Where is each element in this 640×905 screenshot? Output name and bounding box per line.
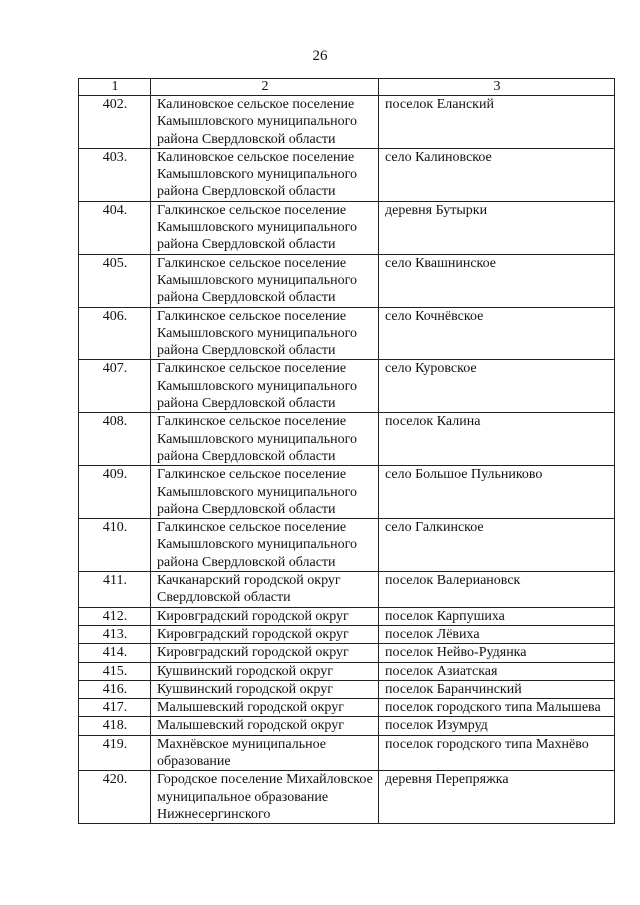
table-row xyxy=(79,201,615,254)
settlement-name: Калиновское сельское поселение Камышловского муниципального района Свердловской области xyxy=(151,96,379,149)
locality-name: поселок Карпушиха xyxy=(379,607,615,625)
locality-name: село Куровское xyxy=(379,360,615,413)
settlement-name: Качканарский городской округ Свердловской области xyxy=(151,572,379,608)
table-row xyxy=(79,572,615,608)
table-row xyxy=(79,771,615,824)
row-number: 411. xyxy=(79,572,151,608)
settlement-name: Галкинское сельское поселение Камышловского муниципального района Свердловской области xyxy=(151,201,379,254)
settlement-name: Кушвинский городской округ xyxy=(151,680,379,698)
table-row xyxy=(79,413,615,466)
row-number: 409. xyxy=(79,466,151,519)
locality-name: поселок городского типа Махнёво xyxy=(379,735,615,771)
settlement-name: Малышевский городской округ xyxy=(151,717,379,735)
locality-name: поселок Баранчинский xyxy=(379,680,615,698)
table-row xyxy=(79,644,615,662)
settlement-name: Кировградский городской округ xyxy=(151,607,379,625)
row-number: 403. xyxy=(79,148,151,201)
table-row xyxy=(79,254,615,307)
locality-name: поселок Валериановск xyxy=(379,572,615,608)
locality-name: деревня Перепряжка xyxy=(379,771,615,824)
row-number: 417. xyxy=(79,699,151,717)
table-row xyxy=(79,717,615,735)
locality-name: село Галкинское xyxy=(379,519,615,572)
locality-name: поселок Лёвиха xyxy=(379,625,615,643)
row-number: 419. xyxy=(79,735,151,771)
settlement-name: Кировградский городской округ xyxy=(151,625,379,643)
row-number: 406. xyxy=(79,307,151,360)
settlement-name: Галкинское сельское поселение Камышловского муниципального района Свердловской области xyxy=(151,360,379,413)
table-row xyxy=(79,735,615,771)
settlement-name: Галкинское сельское поселение Камышловского муниципального района Свердловской области xyxy=(151,307,379,360)
column-header-settlement: 2 xyxy=(151,79,379,96)
settlements-table xyxy=(78,78,615,824)
row-number: 415. xyxy=(79,662,151,680)
settlement-name: Городское поселение Михайловское муниципальное образование Нижнесергинского xyxy=(151,771,379,824)
column-header-number: 1 xyxy=(79,79,151,96)
settlement-name: Кировградский городской округ xyxy=(151,644,379,662)
row-number: 404. xyxy=(79,201,151,254)
row-number: 412. xyxy=(79,607,151,625)
settlement-name: Галкинское сельское поселение Камышловского муниципального района Свердловской области xyxy=(151,413,379,466)
locality-name: село Кочнёвское xyxy=(379,307,615,360)
table-row xyxy=(79,699,615,717)
table-row xyxy=(79,519,615,572)
table-row xyxy=(79,360,615,413)
locality-name: село Калиновское xyxy=(379,148,615,201)
row-number: 405. xyxy=(79,254,151,307)
row-number: 402. xyxy=(79,96,151,149)
column-header-locality: 3 xyxy=(379,79,615,96)
page-number: 26 xyxy=(312,48,328,64)
table-row xyxy=(79,607,615,625)
row-number: 418. xyxy=(79,717,151,735)
table-row xyxy=(79,662,615,680)
settlement-name: Калиновское сельское поселение Камышловского муниципального района Свердловской области xyxy=(151,148,379,201)
row-number: 407. xyxy=(79,360,151,413)
settlement-name: Кушвинский городской округ xyxy=(151,662,379,680)
locality-name: поселок Нейво-Рудянка xyxy=(379,644,615,662)
row-number: 420. xyxy=(79,771,151,824)
row-number: 410. xyxy=(79,519,151,572)
table-row xyxy=(79,96,615,149)
locality-name: поселок Изумруд xyxy=(379,717,615,735)
table-row xyxy=(79,148,615,201)
row-number: 413. xyxy=(79,625,151,643)
locality-name: поселок Калина xyxy=(379,413,615,466)
locality-name: село Квашнинское xyxy=(379,254,615,307)
settlement-name: Галкинское сельское поселение Камышловского муниципального района Свердловской области xyxy=(151,254,379,307)
settlement-name: Галкинское сельское поселение Камышловского муниципального района Свердловской области xyxy=(151,519,379,572)
settlement-name: Махнёвское муниципальное образование xyxy=(151,735,379,771)
table-row xyxy=(79,680,615,698)
locality-name: село Большое Пульниково xyxy=(379,466,615,519)
locality-name: поселок Еланский xyxy=(379,96,615,149)
table-row xyxy=(79,307,615,360)
settlement-name: Галкинское сельское поселение Камышловского муниципального района Свердловской области xyxy=(151,466,379,519)
table-header-row xyxy=(79,79,615,96)
row-number: 414. xyxy=(79,644,151,662)
settlement-name: Малышевский городской округ xyxy=(151,699,379,717)
table-row xyxy=(79,466,615,519)
row-number: 416. xyxy=(79,680,151,698)
table-row xyxy=(79,625,615,643)
locality-name: поселок Азиатская xyxy=(379,662,615,680)
locality-name: деревня Бутырки xyxy=(379,201,615,254)
locality-name: поселок городского типа Малышева xyxy=(379,699,615,717)
row-number: 408. xyxy=(79,413,151,466)
